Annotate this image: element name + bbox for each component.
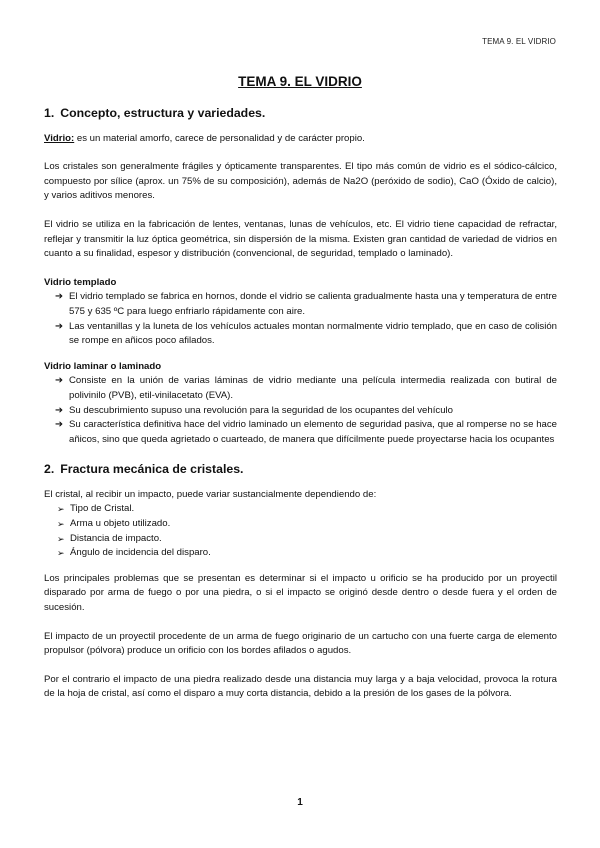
definition-paragraph <box>44 132 557 147</box>
section-2-heading <box>44 462 557 477</box>
section-number: 2. <box>44 462 55 477</box>
subheading-vidrio-laminar: Vidrio laminar o laminado <box>44 360 162 372</box>
arrow-bullet-icon: ➔ <box>55 291 64 303</box>
document-title: TEMA 9. EL VIDRIO <box>238 74 362 89</box>
list-item-text: Ángulo de incidencia del disparo. <box>70 547 211 559</box>
list-item-text: Tipo de Cristal. <box>70 503 135 515</box>
list-item-text: Su descubrimiento supuso una revolución para la seguridad de los ocupantes del vehículo <box>69 404 453 416</box>
list-item <box>44 502 557 517</box>
arrow-bullet-icon: ➔ <box>55 419 64 431</box>
list-item <box>44 290 557 319</box>
definition-text: es un material amorfo, carece de personalidad y de carácter propio. <box>74 132 365 144</box>
list-item <box>44 546 557 561</box>
triangle-bullet-icon: ➢ <box>57 548 65 559</box>
triangle-bullet-icon: ➢ <box>57 533 65 544</box>
paragraph: Los cristales son generalmente frágiles y ópticamente transparentes. El tipo más común de vidrio es el sódico-cálcico, compuesto por sílice (aprox. un 75% de su composición), además de Na2O (peróxido de sodio), CaO (Óxido de calcio), y varios aditivos menores. <box>44 161 557 202</box>
arrow-bullet-icon: ➔ <box>55 375 64 387</box>
templado-list <box>44 290 557 348</box>
paragraph: El cristal, al recibir un impacto, puede variar sustancialmente dependiendo de: <box>44 488 377 500</box>
definition-term: Vidrio: <box>44 132 75 144</box>
subheading-vidrio-templado: Vidrio templado <box>44 276 117 288</box>
list-item-text: Su característica definitiva hace del vidrio laminado un elemento de seguridad pasiva, que al romperse no se hace añicos, sino que queda agrietado o cuarteado, de manera que difícilmente puede proyectarse hacia los ocupantes <box>69 419 557 445</box>
list-item-text: Distancia de impacto. <box>70 532 162 544</box>
section-title: Concepto, estructura y variedades. <box>60 106 266 120</box>
factors-list <box>44 502 557 560</box>
list-item <box>44 532 557 547</box>
paragraph: El impacto de un proyectil procedente de un arma de fuego originario de un cartucho con una fuerte carga de elemento propulsor (pólvora) produce un orificio con los bordes afilados o agudos. <box>44 630 557 657</box>
list-item-text: Las ventanillas y la luneta de los vehículos actuales montan normalmente vidrio templado, que en caso de colisión se rompe en añicos poco afilados. <box>69 320 557 347</box>
triangle-bullet-icon: ➢ <box>57 519 65 530</box>
paragraph: Los principales problemas que se presentan es determinar si el impacto u orificio se ha producido por un proyectil disparado por arma de fuego o por una piedra, o si el impacto se originó desde dentro o desde fuera y el orden de sucesión. <box>44 572 557 614</box>
document-body <box>44 106 557 716</box>
list-item-text: Consiste en la unión de varias láminas de vidrio mediante una película intermedia realizada con butiral de polivinilo (PVB), etil-vinilacetato (EVA). <box>69 375 557 401</box>
laminar-list <box>44 374 557 447</box>
list-item-text: Arma u objeto utilizado. <box>70 518 171 530</box>
page-number: 1 <box>297 797 303 808</box>
list-item <box>44 404 557 419</box>
list-item <box>44 517 557 532</box>
list-item <box>44 374 557 403</box>
section-number: 1. <box>44 106 55 120</box>
paragraph: El vidrio se utiliza en la fabricación de lentes, ventanas, lunas de vehículos, etc. El vidrio tiene capacidad de refractar, reflejar y transmitir la luz óptica geométrica, sin dispersión de la misma. Existen gran cantidad de variedad de vidrios en cuanto a su finalidad, espesor y distribución (convencional, de seguridad, templado o laminado). <box>44 218 557 260</box>
arrow-bullet-icon: ➔ <box>55 404 64 416</box>
list-item-text: El vidrio templado se fabrica en hornos, donde el vidrio se calienta gradualmente hasta una y temperatura de entre 575 y 635 ºC para luego enfriarlo rápidamente con aire. <box>69 291 557 317</box>
running-header: TEMA 9. EL VIDRIO <box>482 37 556 46</box>
triangle-bullet-icon: ➢ <box>57 504 65 515</box>
paragraph: Por el contrario el impacto de una piedra realizado desde una distancia muy larga y a baja velocidad, provoca la rotura de la hoja de cristal, así como el disparo a muy corta distancia, debido a la presión de los gases de la pólvora. <box>44 673 557 700</box>
section-title: Fractura mecánica de cristales. <box>60 462 244 477</box>
arrow-bullet-icon: ➔ <box>55 320 64 332</box>
section-1-heading <box>44 106 557 121</box>
list-item <box>44 418 557 447</box>
list-item <box>44 320 557 349</box>
